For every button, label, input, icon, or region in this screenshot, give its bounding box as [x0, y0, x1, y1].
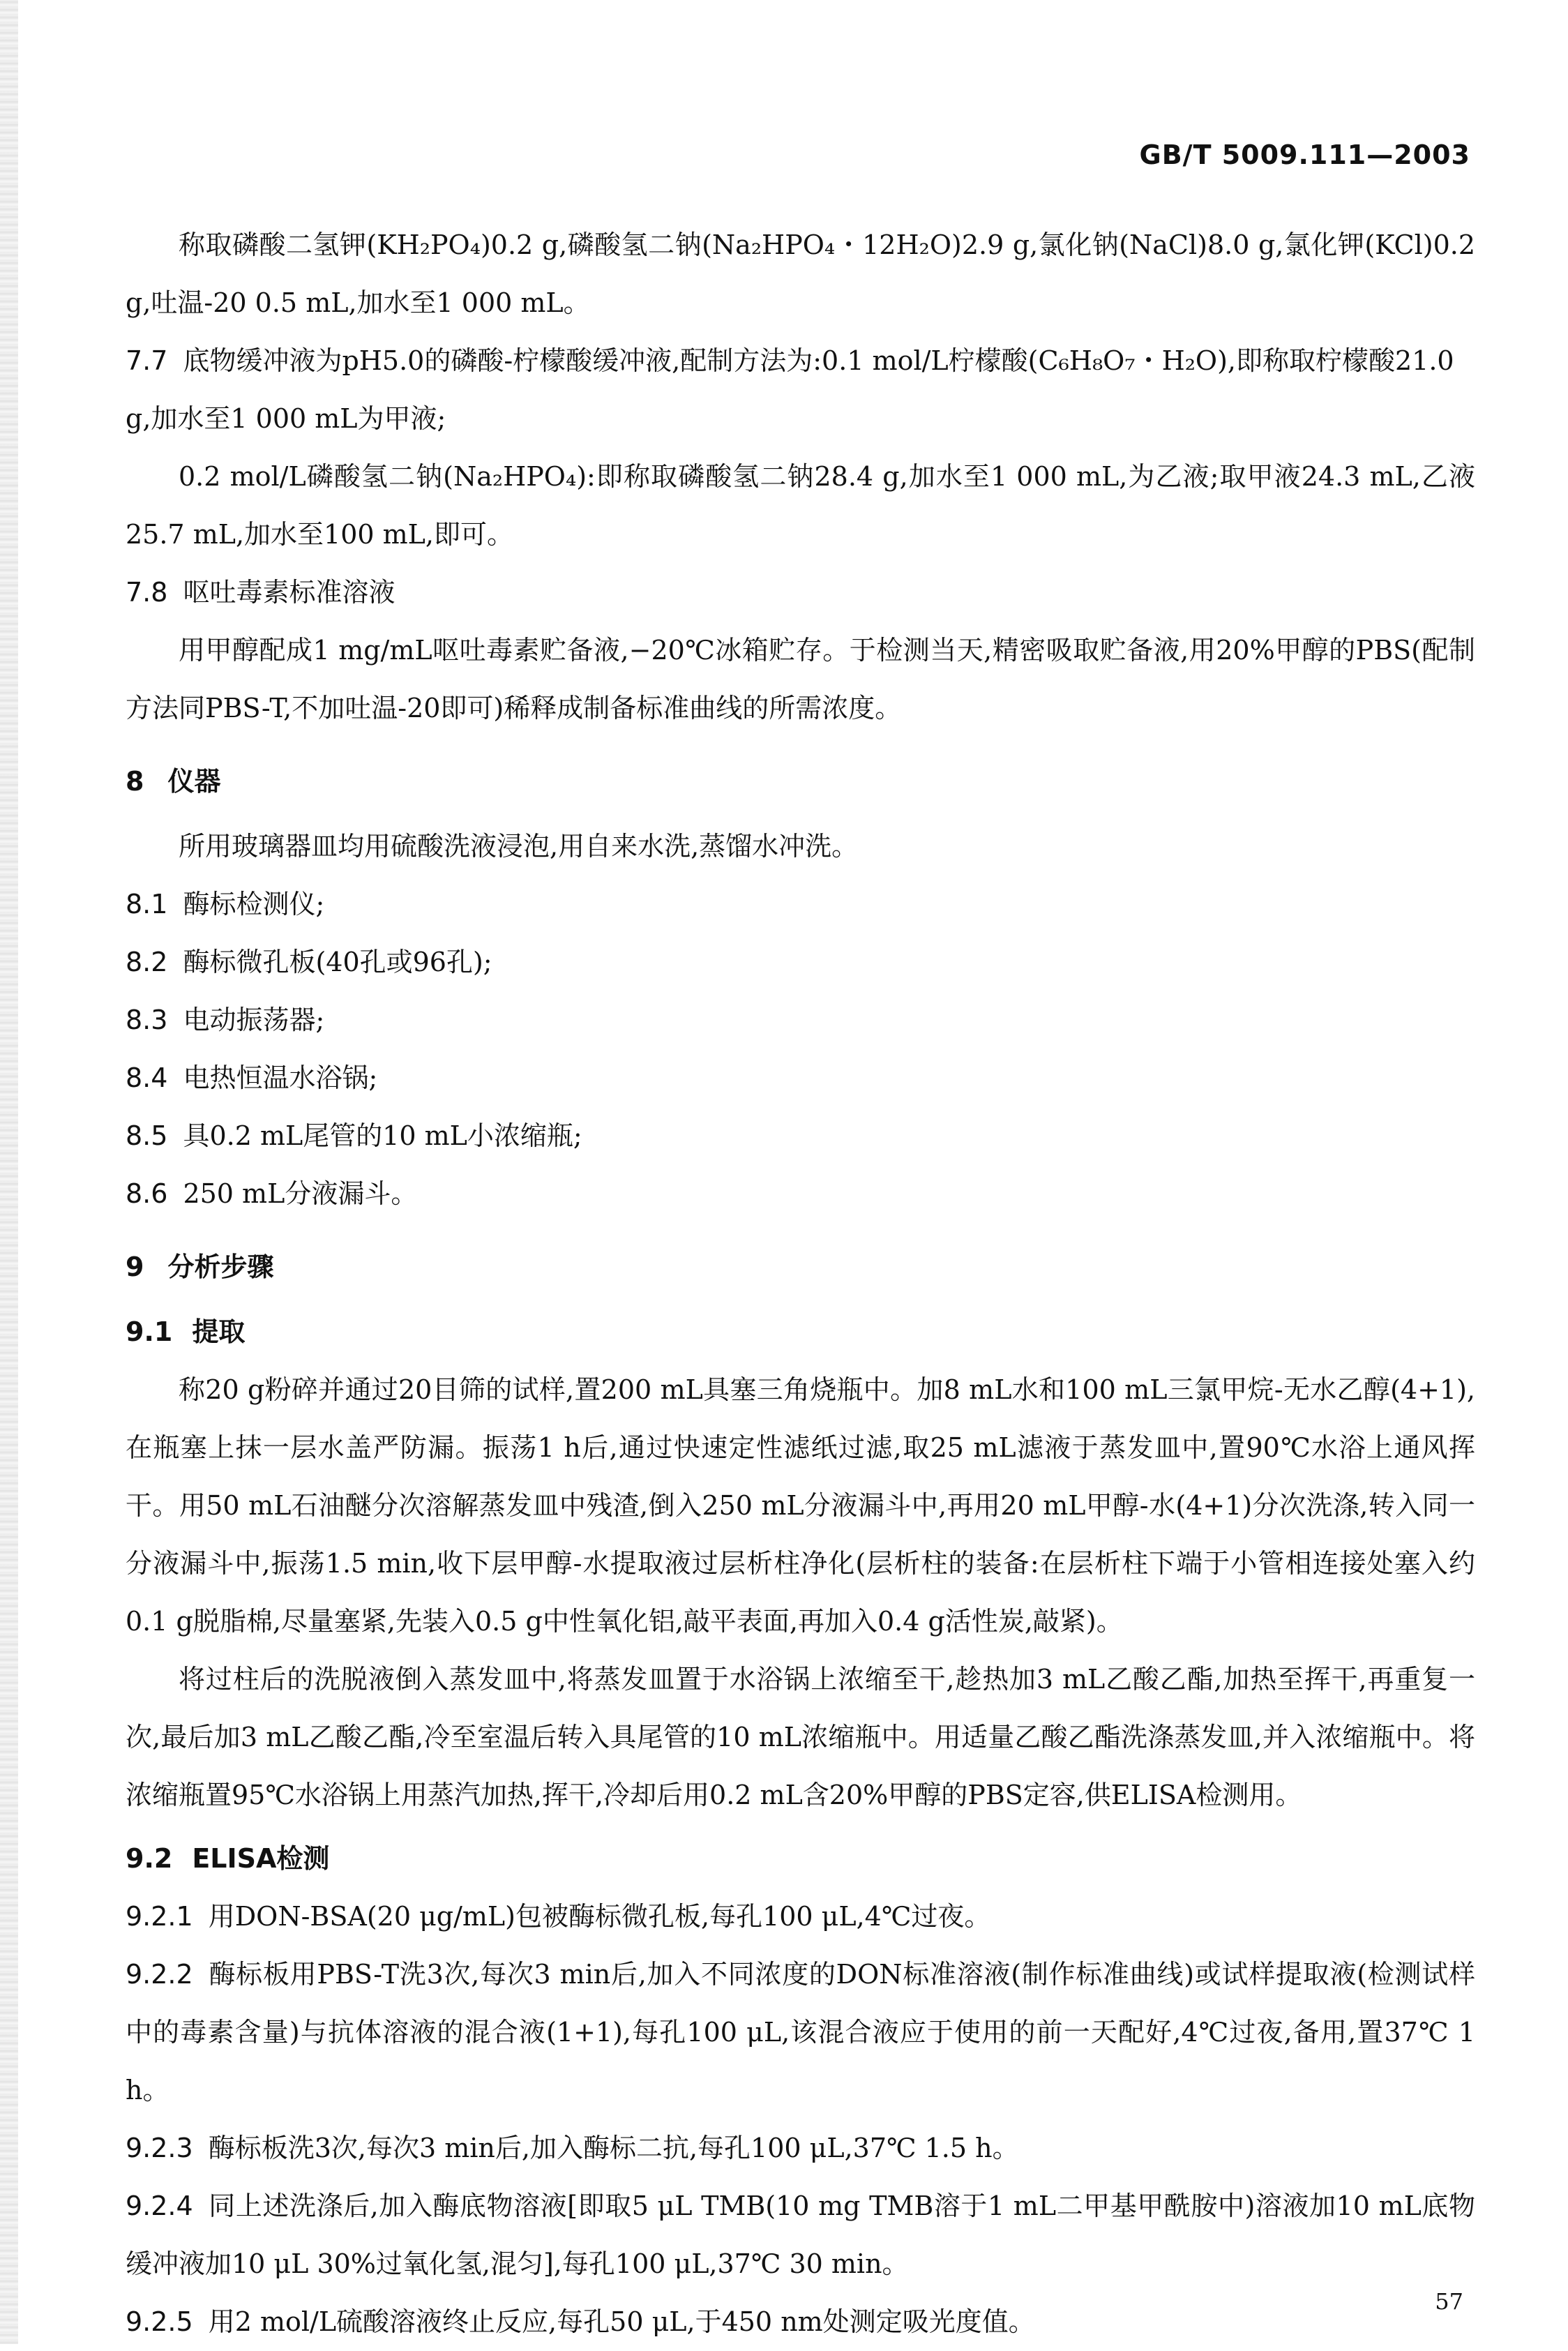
numbered-clause	[126, 876, 1475, 933]
clause-number: 8.3	[126, 1005, 168, 1035]
clause-text: 250 mL分液漏斗。	[183, 1178, 418, 1209]
clause-number: 8.2	[126, 947, 168, 977]
clause-text: 具0.2 mL尾管的10 mL小浓缩瓶;	[183, 1120, 582, 1151]
section-title: 分析步骤	[167, 1252, 274, 1282]
section-number: 9	[126, 1252, 144, 1282]
numbered-clause	[126, 1107, 1475, 1165]
clause-text: 酶标板用PBS-T洗3次,每次3 min后,加入不同浓度的DON标准溶液(制作标准曲线)或试样提取液(检测试样中的毒素含量)与抗体溶液的混合液(1+1),每孔100 μL,该混合液应于使用的前一天配好,4℃过夜,备用,置37℃ 1 h。	[126, 1959, 1475, 2105]
section-number: 8	[126, 766, 144, 797]
numbered-clause	[126, 1165, 1475, 1223]
section-title: ELISA检测	[192, 1843, 330, 1874]
clause-number: 9.2.1	[126, 1901, 193, 1932]
section-heading	[126, 753, 1475, 811]
clause-text: 底物缓冲液为pH5.0的磷酸-柠檬酸缓冲液,配制方法为:0.1 mol/L柠檬酸(C₆H₈O₇・H₂O),即称取柠檬酸21.0 g,加水至1 000 mL为甲液;	[126, 345, 1454, 434]
numbered-clause	[126, 1049, 1475, 1107]
clause-text: 电动振荡器;	[183, 1005, 325, 1035]
section-title: 仪器	[167, 766, 221, 797]
section-heading	[126, 1238, 1475, 1296]
body-paragraph: 称取磷酸二氢钾(KH₂PO₄)0.2 g,磷酸氢二钠(Na₂HPO₄・12H₂O)2.9 g,氯化钠(NaCl)8.0 g,氯化钾(KCl)0.2 g,吐温-20 0.5 mL,加水至1 000 mL。	[126, 230, 1475, 318]
numbered-clause	[126, 2293, 1475, 2351]
body-paragraph: 所用玻璃器皿均用硫酸洗液浸泡,用自来水洗,蒸馏水冲洗。	[179, 831, 859, 862]
body-paragraph: 称20 g粉碎并通过20目筛的试样,置200 mL具塞三角烧瓶中。加8 mL水和100 mL三氯甲烷-无水乙醇(4+1),在瓶塞上抹一层水盖严防漏。振荡1 h后,通过快速定性滤纸过滤,取25 mL滤液于蒸发皿中,置90℃水浴上通风挥干。用50 mL石油醚分次溶解蒸发皿中残渣,倒入250 mL分液漏斗中,再用20 mL甲醇-水(4+1)分次洗涤,转入同一分液漏斗中,振荡1.5 min,收下层甲醇-水提取液过层析柱净化(层析柱的装备:在层析柱下端于小管相连接处塞入约0.1 g脱脂棉,尽量塞紧,先装入0.5 g中性氧化铝,敲平表面,再加入0.4 g活性炭,敲紧)。	[126, 1374, 1475, 1637]
numbered-clause	[126, 332, 1475, 448]
section-number: 9.1	[126, 1316, 173, 1347]
clause-text: 酶标板洗3次,每次3 min后,加入酶标二抗,每孔100 μL,37℃ 1.5 h。	[208, 2133, 1019, 2163]
subsection-heading	[126, 1303, 1475, 1361]
section-title: 提取	[192, 1316, 246, 1347]
clause-text: 同上述洗涤后,加入酶底物溶液[即取5 μL TMB(10 mg TMB溶于1 mL二甲基甲酰胺中)溶液加10 mL底物缓冲液加10 μL 30%过氧化氢,混匀],每孔100 μL,37℃ 30 min。	[126, 2191, 1475, 2279]
numbered-clause	[126, 2177, 1475, 2293]
document-body	[126, 216, 1475, 2351]
clause-number: 8.6	[126, 1178, 168, 1209]
subsection-heading	[126, 1830, 1475, 1888]
clause-number: 9.2.2	[126, 1959, 193, 1990]
body-paragraph: 将过柱后的洗脱液倒入蒸发皿中,将蒸发皿置于水浴锅上浓缩至干,趁热加3 mL乙酸乙酯,加热至挥干,再重复一次,最后加3 mL乙酸乙酯,冷至室温后转入具尾管的10 mL浓缩瓶中。用适量乙酸乙酯洗涤蒸发皿,并入浓缩瓶中。将浓缩瓶置95℃水浴锅上用蒸汽加热,挥干,冷却后用0.2 mL含20%甲醇的PBS定容,供ELISA检测用。	[126, 1664, 1475, 1810]
body-paragraph: 0.2 mol/L磷酸氢二钠(Na₂HPO₄):即称取磷酸氢二钠28.4 g,加水至1 000 mL,为乙液;取甲液24.3 mL,乙液25.7 mL,加水至100 mL,即可。	[126, 461, 1475, 550]
standard-number-header: GB/T 5009.111—2003	[1139, 140, 1470, 170]
clause-number: 7.8	[126, 577, 168, 608]
numbered-clause	[126, 564, 1475, 622]
body-paragraph: 用甲醇配成1 mg/mL呕吐毒素贮备液,−20℃冰箱贮存。于检测当天,精密吸取贮备液,用20%甲醇的PBS(配制方法同PBS-T,不加吐温-20即可)稀释成制备标准曲线的所需浓度。	[126, 635, 1475, 723]
numbered-clause	[126, 991, 1475, 1049]
clause-number: 9.2.4	[126, 2191, 193, 2221]
clause-text: 呕吐毒素标准溶液	[183, 577, 395, 608]
clause-text: 用2 mol/L硫酸溶液终止反应,每孔50 μL,于450 nm处测定吸光度值。	[208, 2306, 1035, 2337]
numbered-clause	[126, 1888, 1475, 1946]
numbered-clause	[126, 933, 1475, 991]
clause-number: 9.2.3	[126, 2133, 193, 2163]
numbered-clause	[126, 1946, 1475, 2119]
clause-text: 电热恒温水浴锅;	[183, 1062, 378, 1093]
page-number: 57	[1435, 2288, 1463, 2315]
clause-number: 9.2.5	[126, 2306, 193, 2337]
scan-edge-noise	[0, 0, 18, 2344]
section-number: 9.2	[126, 1843, 173, 1874]
clause-number: 8.4	[126, 1062, 168, 1093]
numbered-clause	[126, 2119, 1475, 2177]
clause-text: 酶标微孔板(40孔或96孔);	[183, 947, 492, 977]
clause-text: 酶标检测仪;	[183, 889, 325, 919]
clause-number: 8.1	[126, 889, 168, 919]
clause-text: 用DON-BSA(20 μg/mL)包被酶标微孔板,每孔100 μL,4℃过夜。	[208, 1901, 991, 1932]
clause-number: 8.5	[126, 1120, 168, 1151]
clause-number: 7.7	[126, 345, 168, 376]
